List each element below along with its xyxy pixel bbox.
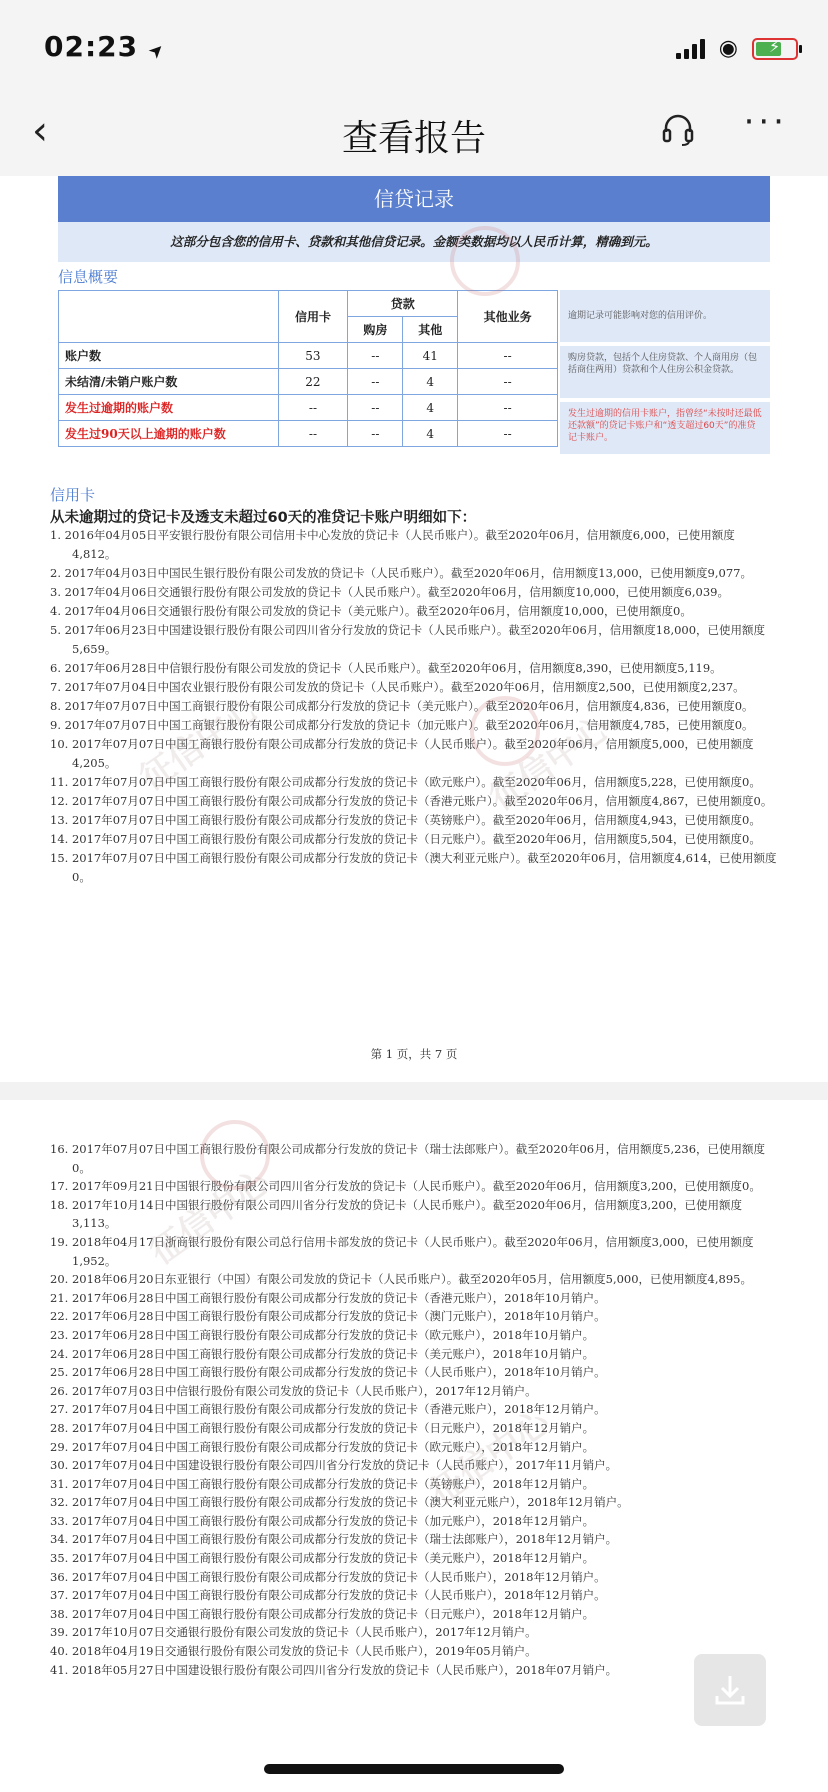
- list-item: 13. 2017年07月07日中国工商银行股份有限公司成都分行发放的贷记卡（英镑账户）。截至2020年06月，信用额度4,943，已使用额度0。: [50, 813, 761, 827]
- side-note-credit-overdue: 发生过逾期的信用卡账户，指曾经“未按时还最低还款额”的贷记卡账户和“透支超过60天”的准贷记卡账户。: [560, 402, 770, 454]
- row-label: 发生过90天以上逾期的账户数: [59, 421, 279, 447]
- list-item: 12. 2017年07月07日中国工商银行股份有限公司成都分行发放的贷记卡（香港元账户）。截至2020年06月，信用额度4,867，已使用额度0。: [50, 794, 773, 808]
- list-item: 10. 2017年07月07日中国工商银行股份有限公司成都分行发放的贷记卡（人民币账户）。截至2020年06月，信用额度5,000，已使用额度4,205。: [50, 737, 754, 770]
- list-item: 28. 2017年07月04日中国工商银行股份有限公司成都分行发放的贷记卡（日元账户），2018年12月销户。: [50, 1420, 595, 1435]
- col-other: 其他: [403, 317, 458, 343]
- cell: --: [458, 343, 558, 369]
- side-note-overdue: 逾期记录可能影响对您的信用评价。: [560, 290, 770, 342]
- table-row: [59, 395, 558, 421]
- page-footer: 第 1 页，共 7 页: [370, 1047, 458, 1061]
- col-credit-card: 信用卡: [278, 291, 348, 343]
- location-arrow-icon: ➤: [143, 37, 171, 64]
- list-item: 7. 2017年07月04日中国农业银行股份有限公司发放的贷记卡（人民币账户）。截至2020年06月，信用额度2,500，已使用额度2,237。: [50, 680, 745, 694]
- battery-icon: [752, 38, 798, 60]
- section-title: 信贷记录: [58, 176, 770, 222]
- cell: --: [278, 395, 348, 421]
- list-item: 30. 2017年07月04日中国建设银行股份有限公司四川省分行发放的贷记卡（人民币账户），2017年11月销户。: [50, 1458, 618, 1473]
- list-item: 5. 2017年06月23日中国建设银行股份有限公司四川省分行发放的贷记卡（人民币账户）。截至2020年06月，信用额度18,000，已使用额度5,659。: [50, 623, 766, 656]
- list-item: 21. 2017年06月28日中国工商银行股份有限公司成都分行发放的贷记卡（香港元账户），2018年10月销户。: [50, 1290, 606, 1305]
- row-label: 发生过逾期的账户数: [59, 395, 279, 421]
- list-item: 26. 2017年07月03日中信银行股份有限公司发放的贷记卡（人民币账户），2017年12月销户。: [50, 1383, 537, 1398]
- list-item: 29. 2017年07月04日中国工商银行股份有限公司成都分行发放的贷记卡（欧元账户），2018年12月销户。: [50, 1439, 595, 1454]
- list-item: 33. 2017年07月04日中国工商银行股份有限公司成都分行发放的贷记卡（加元账户），2018年12月销户。: [50, 1513, 595, 1528]
- page-title: 查看报告: [341, 118, 486, 159]
- col-other-business: 其他业务: [458, 291, 558, 343]
- report-page-1[interactable]: [0, 176, 828, 1086]
- list-item: 11. 2017年07月07日中国工商银行股份有限公司成都分行发放的贷记卡（欧元账户）。截至2020年06月，信用额度5,228，已使用额度0。: [50, 775, 761, 789]
- list-item: 1. 2016年04月05日平安银行股份有限公司信用卡中心发放的贷记卡（人民币账户）。截至2020年06月，信用额度6,000，已使用额度4,812。: [50, 528, 735, 561]
- cell: --: [278, 421, 348, 447]
- back-button[interactable]: ‹: [32, 108, 48, 154]
- nav-bar: [0, 88, 828, 176]
- list-item: 35. 2017年07月04日中国工商银行股份有限公司成都分行发放的贷记卡（美元账户），2018年12月销户。: [50, 1551, 595, 1566]
- charging-icon: ⚡: [769, 36, 781, 56]
- seal-watermark: [450, 226, 520, 296]
- row-label: 未结清/未销户账户数: [59, 369, 279, 395]
- col-loan: 贷款: [348, 291, 458, 317]
- table-row: [59, 369, 558, 395]
- wifi-icon: ◉: [718, 36, 738, 61]
- summary-heading: 信息概要: [58, 268, 119, 286]
- list-item: 41. 2018年05月27日中国建设银行股份有限公司四川省分行发放的贷记卡（人民币账户），2018年07月销户。: [50, 1662, 618, 1677]
- download-button[interactable]: [694, 1654, 766, 1726]
- list-item: 25. 2017年06月28日中国工商银行股份有限公司成都分行发放的贷记卡（人民币账户），2018年10月销户。: [50, 1365, 606, 1380]
- list-item: 22. 2017年06月28日中国工商银行股份有限公司成都分行发放的贷记卡（澳门元账户），2018年10月销户。: [50, 1309, 606, 1324]
- cell: 4: [403, 369, 458, 395]
- headset-icon[interactable]: [660, 112, 696, 148]
- account-list-page1: [50, 526, 778, 887]
- list-item: 9. 2017年07月07日中国工商银行股份有限公司成都分行发放的贷记卡（加元账户）。截至2020年06月，信用额度4,785，已使用额度0。: [50, 718, 754, 732]
- table-corner: [59, 291, 279, 343]
- cell: 53: [278, 343, 348, 369]
- list-item: 32. 2017年07月04日中国工商银行股份有限公司成都分行发放的贷记卡（澳大利亚元账户），2018年12月销户。: [50, 1495, 629, 1510]
- download-icon: [712, 1672, 748, 1708]
- cell: 4: [403, 395, 458, 421]
- more-button[interactable]: ···: [743, 102, 788, 142]
- row-label: 账户数: [59, 343, 279, 369]
- account-list-page2: [50, 1140, 778, 1679]
- signal-icon: [676, 39, 705, 59]
- list-item: 3. 2017年04月06日交通银行股份有限公司发放的贷记卡（人民币账户）。截至2020年06月，信用额度10,000，已使用额度6,039。: [50, 585, 729, 599]
- list-item: 14. 2017年07月07日中国工商银行股份有限公司成都分行发放的贷记卡（日元账户）。截至2020年06月，信用额度5,504，已使用额度0。: [50, 832, 761, 846]
- list-item: 16. 2017年07月07日中国工商银行股份有限公司成都分行发放的贷记卡（瑞士法郎账户）。截至2020年06月，信用额度5,236，已使用额度0。: [50, 1142, 766, 1175]
- list-item: 2. 2017年04月03日中国民生银行股份有限公司发放的贷记卡（人民币账户）。截至2020年06月，信用额度13,000，已使用额度9,077。: [50, 566, 752, 580]
- list-item: 40. 2018年04月19日交通银行股份有限公司发放的贷记卡（人民币账户），2019年05月销户。: [50, 1644, 537, 1659]
- list-item: 23. 2017年06月28日中国工商银行股份有限公司成都分行发放的贷记卡（欧元账户），2018年10月销户。: [50, 1327, 595, 1342]
- status-bar: [0, 0, 828, 88]
- cell: 22: [278, 369, 348, 395]
- col-housing: 购房: [348, 317, 403, 343]
- credit-card-heading: 信用卡: [50, 486, 96, 504]
- list-item: 15. 2017年07月07日中国工商银行股份有限公司成都分行发放的贷记卡（澳大利亚元账户）。截至2020年06月，信用额度4,614，已使用额度0。: [50, 851, 777, 884]
- cell: --: [458, 369, 558, 395]
- watermark: 征信中心: [142, 1161, 278, 1273]
- seal-watermark: [470, 696, 540, 766]
- watermark: 征信中心: [422, 1401, 558, 1513]
- list-item: 19. 2018年04月17日浙商银行股份有限公司总行信用卡部发放的贷记卡（人民币账户）。截至2020年06月，信用额度3,000，已使用额度1,952。: [50, 1234, 754, 1268]
- watermark: 征信中心: [482, 707, 618, 819]
- list-item: 38. 2017年07月04日中国工商银行股份有限公司成都分行发放的贷记卡（日元账户），2018年12月销户。: [50, 1606, 595, 1621]
- seal-watermark: [200, 1120, 270, 1190]
- table-row: [59, 343, 558, 369]
- cell: 4: [403, 421, 458, 447]
- cell: 41: [403, 343, 458, 369]
- list-item: 27. 2017年07月04日中国工商银行股份有限公司成都分行发放的贷记卡（香港元账户），2018年12月销户。: [50, 1402, 606, 1417]
- table-row: [59, 421, 558, 447]
- cell: --: [348, 369, 403, 395]
- section-note: 这部分包含您的信用卡、贷款和其他信贷记录。金额类数据均以人民币计算，精确到元。: [58, 222, 770, 262]
- list-item: 34. 2017年07月04日中国工商银行股份有限公司成都分行发放的贷记卡（瑞士法郎账户），2018年12月销户。: [50, 1532, 618, 1547]
- list-item: 39. 2017年10月07日交通银行股份有限公司发放的贷记卡（人民币账户），2017年12月销户。: [50, 1625, 537, 1640]
- watermark: 征信中心: [132, 687, 268, 799]
- cell: --: [348, 343, 403, 369]
- status-icons: [676, 36, 798, 61]
- list-item: 8. 2017年07月07日中国工商银行股份有限公司成都分行发放的贷记卡（美元账户）。截至2020年06月，信用额度4,836，已使用额度0。: [50, 699, 754, 713]
- list-item: 6. 2017年06月28日中信银行股份有限公司发放的贷记卡（人民币账户）。截至2020年06月，信用额度8,390，已使用额度5,119。: [50, 661, 722, 675]
- list-title: 从未逾期过的贷记卡及透支未超过60天的准贷记卡账户明细如下：: [50, 510, 477, 526]
- side-note-housing: 购房贷款，包括个人住房贷款、个人商用房（包括商住两用）贷款和个人住房公积金贷款。: [560, 346, 770, 398]
- cell: --: [348, 421, 403, 447]
- list-item: 4. 2017年04月06日交通银行股份有限公司发放的贷记卡（美元账户）。截至2020年06月，信用额度10,000，已使用额度0。: [50, 604, 692, 618]
- summary-table: [58, 290, 558, 447]
- list-item: 24. 2017年06月28日中国工商银行股份有限公司成都分行发放的贷记卡（美元账户），2018年10月销户。: [50, 1346, 595, 1361]
- list-item: 20. 2018年06月20日东亚银行（中国）有限公司发放的贷记卡（人民币账户）。截至2020年05月，信用额度5,000，已使用额度4,895。: [50, 1272, 752, 1287]
- cell: --: [348, 395, 403, 421]
- list-item: 36. 2017年07月04日中国工商银行股份有限公司成都分行发放的贷记卡（人民币账户），2018年12月销户。: [50, 1569, 606, 1584]
- list-item: 17. 2017年09月21日中国银行股份有限公司四川省分行发放的贷记卡（人民币账户）。截至2020年06月，信用额度3,200，已使用额度0。: [50, 1179, 761, 1194]
- status-time: 02:23 ➤: [44, 30, 171, 64]
- cell: --: [458, 395, 558, 421]
- list-item: 37. 2017年07月04日中国工商银行股份有限公司成都分行发放的贷记卡（人民币账户），2018年12月销户。: [50, 1588, 606, 1603]
- list-item: 18. 2017年10月14日中国银行股份有限公司四川省分行发放的贷记卡（人民币账户）。截至2020年06月，信用额度3,200，已使用额度3,113。: [50, 1197, 743, 1231]
- cell: --: [458, 421, 558, 447]
- home-indicator[interactable]: [264, 1764, 564, 1774]
- list-item: 31. 2017年07月04日中国工商银行股份有限公司成都分行发放的贷记卡（英镑账户），2018年12月销户。: [50, 1476, 595, 1491]
